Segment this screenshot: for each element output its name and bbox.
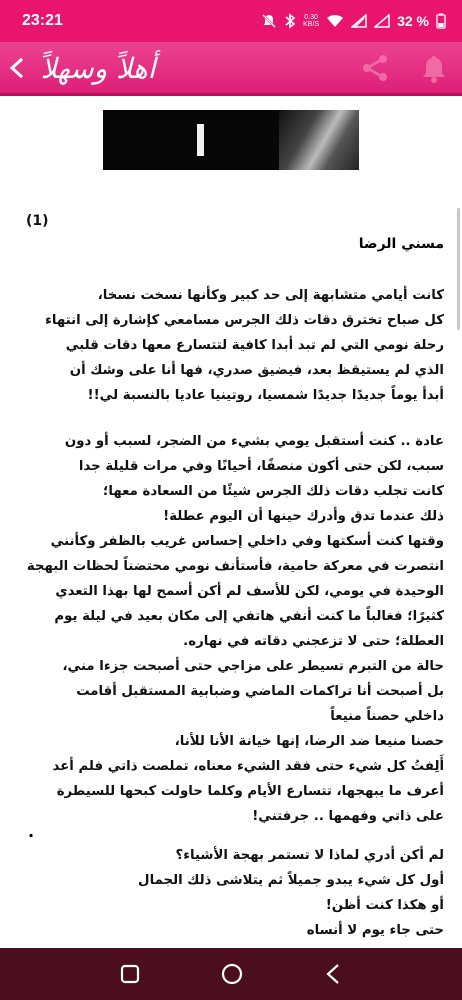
article-line: العطلة؛ حتى لا تزعجني دقاته في نهاره. [183, 634, 444, 649]
app-bar [0, 42, 462, 96]
article-line: كل صباح تخترق دقات ذلك الجرس مسامعي كإشارة إلى انتهاء [45, 313, 444, 328]
article-line: رحلة نومي التي لم تبد أبدا كافية لتتسارع معها دقات قلبي [65, 338, 444, 353]
article-line: الذي لم يستيقظ بعد، فيضيق صدري، فها أنا على وشك أن [69, 363, 444, 378]
recents-icon[interactable] [118, 962, 142, 986]
article-line: بل أصبحت أنا تراكمات الماضي وضبابية المستقبل أقامت [76, 684, 444, 699]
status-icons [261, 13, 446, 29]
share-icon[interactable] [361, 54, 389, 82]
back-icon[interactable] [322, 962, 346, 986]
net-speed-unit: KB/S [303, 21, 320, 28]
status-time: 23:21 [22, 12, 63, 29]
signal-icon-2 [374, 14, 390, 28]
wifi-icon [326, 14, 344, 28]
article-paragraph-2 [24, 429, 444, 829]
paragraph-dot: . [28, 822, 35, 841]
article-line: الوحيدة في يومي، لكن للأسف لم أكن أسمح لها بهذا التعدي [55, 584, 444, 599]
article-line: ذلك عندما تدق وأدرك حينها أن اليوم عطلة! [163, 509, 444, 524]
article-line: لم أكن أدري لماذا لا تستمر بهجة الأشياء؟ [175, 848, 444, 863]
article-paragraph-1 [24, 283, 444, 408]
status-bar [0, 0, 462, 42]
banner-photo [279, 110, 359, 170]
article-line: عادة .. كنت أستقبل يومي بشيء من الضجر، لسبب أو دون [64, 434, 444, 449]
article-line: انتصرت في معركة حامية، فأستأنف نومي محتضناً لحظات البهجة [26, 559, 444, 574]
net-speed-indicator [303, 14, 319, 28]
bell-icon[interactable] [420, 54, 448, 84]
app-logo: أهلاً وسهلاً [40, 51, 156, 85]
back-chevron-icon[interactable] [6, 56, 30, 80]
signal-icon [351, 14, 367, 28]
system-nav-bar [0, 948, 462, 1000]
battery-icon [436, 13, 446, 29]
article-line: حتى جاء يوم لا أنساه [306, 923, 444, 938]
banner-mark [197, 124, 204, 156]
article-line: حالة من التبرم تسيطر على مزاجي حتى أصبحت جزءا مني، [62, 659, 444, 674]
article-line: كانت تجلب دقات ذلك الجرس شيئًا من السعادة معها؛ [103, 484, 444, 499]
article-line: وقتها كنت أسكتها وفي داخلي إحساس غريب بالظفر وكأنني [50, 534, 444, 549]
article-line: كثيرًا؛ فغالباً ما كنت أنفي هاتفي إلى مكان بعيد في ليلة يوم [54, 609, 444, 624]
chapter-number: (1) [26, 213, 49, 229]
article-line: أَلِفتُ كل شيء حتى فقد الشيء معناه، تملصت ذاتي فلم أعد [52, 759, 444, 774]
article-line: على ذاتي وفهمها .. جرفتني! [252, 809, 444, 824]
article-line: كانت أيامي متشابهة إلى حد كبير وكأنها نسخت نسخا، [97, 288, 444, 303]
mute-bell-icon [261, 13, 277, 29]
net-speed-value: 0.30 [304, 14, 318, 21]
article-title: مسني الرضا [358, 236, 444, 252]
bluetooth-icon [284, 13, 296, 29]
article-line: أعرف ما يبهجها، تتسارع الأيام وكلما حاولت كبحها للسيطرة [56, 784, 444, 799]
article-line: حصنا منيعا ضد الرضا، إنها خيانة الأنا للأنا، [174, 734, 444, 749]
article-banner-image [103, 110, 359, 170]
article-line: أول كل شيء يبدو جميلاً ثم يتلاشى ذلك الجمال [138, 873, 444, 888]
home-icon[interactable] [220, 962, 244, 986]
article-line: داخلي حصناً منيعاً [330, 709, 444, 724]
scrollbar-thumb[interactable] [457, 208, 460, 330]
battery-percent: 32 % [397, 13, 429, 29]
article-line: أو هكذا كنت أظن! [325, 898, 444, 913]
article-line: سبب، لكن حتى أكون منصفًا، أحيانًا وفي مرات قليلة جدا [78, 459, 444, 474]
article-line: أبدأ يوماً جديدًا جديدًا شمسيا، روتينيا عاديا بالنسبة لي!! [87, 388, 444, 403]
